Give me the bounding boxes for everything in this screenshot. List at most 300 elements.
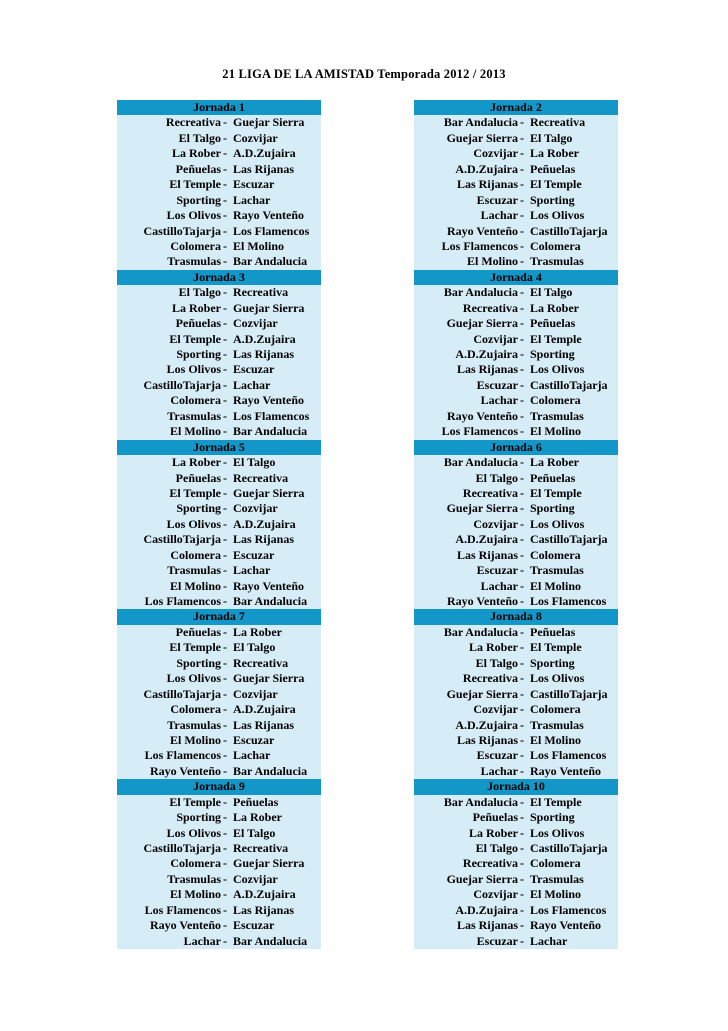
match-separator: - [223, 424, 227, 439]
match-separator: - [520, 856, 524, 871]
home-team: Rayo Venteño [446, 223, 518, 238]
away-team: Colomera [530, 547, 581, 562]
match-row [414, 208, 618, 223]
home-team: El Temple [169, 485, 221, 500]
match-separator: - [223, 115, 227, 130]
away-team: Recreativa [233, 655, 289, 670]
away-team: El Molino [530, 732, 582, 747]
away-team: Lachar [233, 563, 271, 578]
away-team: CastilloTajarja [530, 532, 608, 547]
home-team: Colomera [170, 547, 221, 562]
match-separator: - [223, 408, 227, 423]
match-row [117, 409, 321, 424]
home-team: Escuzar [476, 748, 518, 763]
home-team: El Talgo [475, 655, 518, 670]
match-row [414, 671, 618, 686]
away-team: El Talgo [233, 825, 276, 840]
jornada-block [117, 609, 321, 779]
match-row [117, 687, 321, 702]
away-team: Las Rijanas [233, 161, 295, 176]
home-team: El Talgo [475, 841, 518, 855]
home-team: Cozvijar [473, 887, 518, 902]
match-row [414, 146, 618, 161]
home-team: El Temple [169, 794, 221, 809]
match-row [117, 393, 321, 408]
home-team: Las Rijanas [456, 918, 518, 933]
away-team: Escuzar [233, 362, 275, 377]
match-separator: - [223, 192, 227, 207]
match-separator: - [223, 316, 227, 331]
home-team: Bar Andalucia [443, 624, 518, 639]
match-separator: - [520, 161, 524, 176]
match-row [414, 409, 618, 424]
away-team: Rayo Venteño [530, 763, 602, 778]
away-team: Trasmulas [530, 717, 584, 732]
match-separator: - [223, 130, 227, 145]
match-row [117, 455, 321, 470]
match-row [117, 826, 321, 841]
match-separator: - [520, 578, 524, 593]
match-separator: - [520, 192, 524, 207]
match-separator: - [520, 347, 524, 361]
away-team: Peñuelas [530, 624, 576, 639]
home-team: El Molino [169, 424, 221, 439]
match-separator: - [520, 300, 524, 315]
home-team: Bar Andalucia [443, 285, 518, 300]
home-team: Lachar [480, 208, 518, 223]
away-team: A.D.Zujaira [233, 702, 296, 717]
match-row [117, 517, 321, 532]
match-separator: - [223, 455, 227, 470]
match-separator: - [223, 331, 227, 346]
home-team: CastilloTajarja [143, 532, 221, 547]
match-row [117, 656, 321, 671]
match-row [414, 532, 618, 547]
match-separator: - [223, 146, 227, 161]
match-row [414, 224, 618, 239]
match-row [117, 579, 321, 594]
match-separator: - [520, 377, 524, 392]
home-team: Sporting [176, 192, 221, 207]
page-title: 21 LIGA DE LA AMISTAD Temporada 2012 / 2013 [222, 67, 506, 81]
match-separator: - [520, 208, 524, 223]
home-team: Trasmulas [167, 563, 221, 578]
match-row [414, 517, 618, 532]
away-team: A.D.Zujaira [233, 146, 296, 161]
home-team: Peñuelas [175, 161, 221, 176]
match-row [414, 640, 618, 655]
match-separator: - [520, 810, 524, 825]
away-team: Los Flamencos [530, 902, 607, 917]
home-team: Los Olivos [166, 516, 221, 531]
match-row [414, 748, 618, 763]
match-row [414, 718, 618, 733]
away-team: Colomera [530, 393, 581, 408]
jornada-block [117, 440, 321, 610]
match-row [117, 285, 321, 300]
match-row [414, 316, 618, 331]
away-team: El Molino [530, 424, 582, 439]
jornada-block [117, 100, 321, 270]
away-team: A.D.Zujaira [233, 331, 296, 346]
match-separator: - [223, 285, 227, 300]
match-separator: - [520, 887, 524, 902]
away-team: Colomera [530, 238, 581, 253]
match-row [117, 702, 321, 717]
match-separator: - [520, 933, 524, 948]
jornada-block [414, 440, 618, 610]
home-team: El Talgo [178, 285, 221, 300]
home-team: La Rober [172, 146, 221, 161]
match-separator: - [223, 748, 227, 763]
match-row [117, 640, 321, 655]
match-row [414, 285, 618, 300]
match-row [117, 347, 321, 362]
match-row [117, 378, 321, 393]
match-row [414, 362, 618, 377]
match-row [414, 795, 618, 810]
match-row [117, 903, 321, 918]
match-separator: - [223, 841, 227, 855]
home-team: Colomera [170, 393, 221, 408]
away-team: Los Flamencos [530, 594, 607, 608]
away-team: Cozvijar [233, 686, 278, 701]
jornada-header: Jornada 5 [117, 440, 321, 455]
match-row [414, 347, 618, 362]
away-team: El Temple [530, 331, 582, 346]
match-row [117, 254, 321, 269]
away-team: Guejar Sierra [233, 856, 305, 871]
home-team: Rayo Venteño [446, 594, 518, 608]
away-team: A.D.Zujaira [233, 887, 296, 902]
match-separator: - [520, 223, 524, 238]
home-team: Cozvijar [473, 146, 518, 161]
home-team: El Molino [169, 887, 221, 902]
home-team: Las Rijanas [456, 177, 518, 192]
match-row [414, 625, 618, 640]
match-separator: - [520, 331, 524, 346]
away-team: Lachar [233, 192, 271, 207]
home-team: Bar Andalucia [443, 115, 518, 130]
match-row [117, 532, 321, 547]
away-team: CastilloTajarja [530, 223, 608, 238]
home-team: Los Olivos [166, 825, 221, 840]
home-team: CastilloTajarja [143, 686, 221, 701]
match-separator: - [223, 933, 227, 948]
match-separator: - [520, 177, 524, 192]
home-team: Trasmulas [167, 717, 221, 732]
match-separator: - [223, 238, 227, 253]
away-team: Rayo Venteño [530, 918, 602, 933]
away-team: Los Flamencos [233, 223, 310, 238]
away-team: La Rober [530, 300, 579, 315]
match-row [414, 594, 618, 609]
away-team: Cozvijar [233, 130, 278, 145]
home-team: El Molino [169, 732, 221, 747]
home-team: La Rober [469, 825, 518, 840]
match-row [414, 733, 618, 748]
match-separator: - [223, 763, 227, 778]
away-team: Guejar Sierra [233, 671, 305, 686]
away-team: El Molino [233, 238, 285, 253]
away-team: Escuzar [233, 918, 275, 933]
home-team: El Temple [169, 177, 221, 192]
match-separator: - [520, 918, 524, 933]
match-row [117, 424, 321, 439]
match-separator: - [223, 624, 227, 639]
even-jornadas-column [414, 100, 618, 949]
match-separator: - [223, 516, 227, 531]
home-team: La Rober [469, 640, 518, 655]
away-team: Recreativa [233, 285, 289, 300]
home-team: Escuzar [476, 933, 518, 948]
home-team: Lachar [480, 393, 518, 408]
home-team: El Talgo [475, 470, 518, 485]
away-team: Cozvijar [233, 316, 278, 331]
away-team: Las Rijanas [233, 717, 295, 732]
away-team: Peñuelas [233, 794, 279, 809]
away-team: Las Rijanas [233, 902, 295, 917]
match-row [117, 332, 321, 347]
match-separator: - [520, 594, 524, 608]
match-row [117, 362, 321, 377]
home-team: El Temple [169, 331, 221, 346]
home-team: Peñuelas [175, 316, 221, 331]
match-separator: - [223, 671, 227, 686]
away-team: Rayo Venteño [233, 208, 305, 223]
home-team: Sporting [176, 810, 221, 825]
match-separator: - [520, 424, 524, 439]
away-team: Trasmulas [530, 254, 584, 269]
home-team: Guejar Sierra [446, 501, 518, 516]
away-team: Recreativa [233, 470, 289, 485]
match-row [414, 254, 618, 269]
match-row [117, 718, 321, 733]
match-separator: - [223, 547, 227, 562]
match-row [117, 501, 321, 516]
odd-jornadas-column [117, 100, 321, 949]
home-team: Trasmulas [167, 408, 221, 423]
away-team: Los Flamencos [233, 408, 310, 423]
away-team: Trasmulas [530, 563, 584, 578]
match-row [117, 193, 321, 208]
match-row [117, 934, 321, 949]
match-separator: - [223, 810, 227, 825]
match-separator: - [520, 516, 524, 531]
away-team: Peñuelas [530, 161, 576, 176]
match-row [117, 131, 321, 146]
away-team: CastilloTajarja [530, 377, 608, 392]
match-separator: - [520, 686, 524, 701]
home-team: Las Rijanas [456, 362, 518, 377]
match-separator: - [520, 717, 524, 732]
match-row [414, 563, 618, 578]
home-team: Lachar [480, 578, 518, 593]
away-team: Escuzar [233, 177, 275, 192]
match-separator: - [520, 485, 524, 500]
home-team: CastilloTajarja [143, 223, 221, 238]
away-team: El Talgo [530, 130, 573, 145]
away-team: Trasmulas [530, 871, 584, 886]
home-team: A.D.Zujaira [455, 717, 518, 732]
match-row [117, 301, 321, 316]
home-team: Las Rijanas [456, 547, 518, 562]
match-separator: - [520, 655, 524, 670]
home-team: Rayo Venteño [149, 763, 221, 778]
match-row [414, 903, 618, 918]
home-team: Guejar Sierra [446, 316, 518, 331]
home-team: Trasmulas [167, 871, 221, 886]
match-separator: - [520, 254, 524, 269]
match-separator: - [223, 594, 227, 608]
away-team: Bar Andalucia [233, 933, 308, 948]
home-team: Sporting [176, 501, 221, 516]
match-row [414, 193, 618, 208]
home-team: Los Olivos [166, 671, 221, 686]
match-separator: - [223, 871, 227, 886]
match-separator: - [520, 316, 524, 331]
match-separator: - [223, 887, 227, 902]
match-row [414, 455, 618, 470]
home-team: Trasmulas [167, 254, 221, 269]
match-row [117, 764, 321, 779]
match-separator: - [520, 532, 524, 547]
away-team: Los Olivos [530, 208, 585, 223]
jornada-header: Jornada 9 [117, 779, 321, 794]
match-separator: - [520, 115, 524, 130]
home-team: Cozvijar [473, 331, 518, 346]
away-team: La Rober [233, 810, 282, 825]
match-row [117, 594, 321, 609]
jornada-block [117, 270, 321, 440]
match-separator: - [223, 532, 227, 547]
home-team: Escuzar [476, 192, 518, 207]
match-separator: - [223, 300, 227, 315]
match-separator: - [223, 918, 227, 933]
match-separator: - [223, 717, 227, 732]
away-team: El Temple [530, 794, 582, 809]
away-team: Lachar [530, 933, 568, 948]
match-row [414, 393, 618, 408]
home-team: Peñuelas [472, 810, 518, 825]
home-team: Cozvijar [473, 516, 518, 531]
home-team: Bar Andalucia [443, 794, 518, 809]
match-row [414, 702, 618, 717]
away-team: El Talgo [530, 285, 573, 300]
match-separator: - [520, 470, 524, 485]
match-row [414, 471, 618, 486]
away-team: El Temple [530, 640, 582, 655]
away-team: Rayo Venteño [233, 578, 305, 593]
match-separator: - [223, 732, 227, 747]
home-team: Los Flamencos [441, 238, 518, 253]
away-team: Escuzar [233, 547, 275, 562]
home-team: Las Rijanas [456, 732, 518, 747]
home-team: CastilloTajarja [143, 841, 221, 855]
match-separator: - [520, 130, 524, 145]
away-team: Recreativa [530, 115, 586, 130]
match-separator: - [223, 362, 227, 377]
match-row [117, 208, 321, 223]
match-separator: - [223, 208, 227, 223]
match-separator: - [520, 285, 524, 300]
away-team: El Molino [530, 578, 582, 593]
jornada-block [117, 779, 321, 949]
jornada-header: Jornada 10 [414, 779, 618, 794]
jornada-header: Jornada 4 [414, 270, 618, 285]
match-row [117, 872, 321, 887]
match-row [414, 424, 618, 439]
match-separator: - [520, 563, 524, 578]
home-team: Colomera [170, 238, 221, 253]
match-row [414, 841, 618, 856]
match-separator: - [520, 671, 524, 686]
match-row [414, 501, 618, 516]
match-row [414, 872, 618, 887]
away-team: CastilloTajarja [530, 841, 608, 855]
home-team: Recreativa [462, 300, 518, 315]
jornada-header: Jornada 3 [117, 270, 321, 285]
match-row [414, 579, 618, 594]
home-team: Los Flamencos [144, 748, 221, 763]
match-row [414, 687, 618, 702]
away-team: Bar Andalucia [233, 594, 308, 608]
match-separator: - [520, 393, 524, 408]
match-separator: - [520, 902, 524, 917]
home-team: Los Flamencos [144, 594, 221, 608]
away-team: Bar Andalucia [233, 254, 308, 269]
home-team: Los Olivos [166, 362, 221, 377]
match-row [414, 115, 618, 130]
match-row [117, 146, 321, 161]
home-team: El Molino [169, 578, 221, 593]
match-separator: - [520, 238, 524, 253]
match-row [414, 486, 618, 501]
away-team: Cozvijar [233, 871, 278, 886]
away-team: Peñuelas [530, 470, 576, 485]
away-team: Peñuelas [530, 316, 576, 331]
match-row [414, 162, 618, 177]
away-team: Sporting [530, 501, 575, 516]
home-team: El Talgo [178, 130, 221, 145]
home-team: Escuzar [476, 563, 518, 578]
home-team: Guejar Sierra [446, 130, 518, 145]
away-team: Rayo Venteño [233, 393, 305, 408]
match-separator: - [223, 856, 227, 871]
match-separator: - [520, 640, 524, 655]
match-separator: - [223, 501, 227, 516]
home-team: La Rober [172, 455, 221, 470]
match-row [117, 115, 321, 130]
away-team: Lachar [233, 748, 271, 763]
home-team: Guejar Sierra [446, 686, 518, 701]
home-team: Recreativa [462, 485, 518, 500]
home-team: Colomera [170, 856, 221, 871]
match-separator: - [520, 825, 524, 840]
match-row [414, 810, 618, 825]
match-separator: - [223, 377, 227, 392]
match-separator: - [223, 794, 227, 809]
home-team: Peñuelas [175, 624, 221, 639]
home-team: Lachar [480, 763, 518, 778]
home-team: Bar Andalucia [443, 455, 518, 470]
away-team: CastilloTajarja [530, 686, 608, 701]
match-separator: - [223, 902, 227, 917]
away-team: El Temple [530, 177, 582, 192]
match-separator: - [223, 470, 227, 485]
away-team: La Rober [530, 146, 579, 161]
home-team: Rayo Venteño [149, 918, 221, 933]
